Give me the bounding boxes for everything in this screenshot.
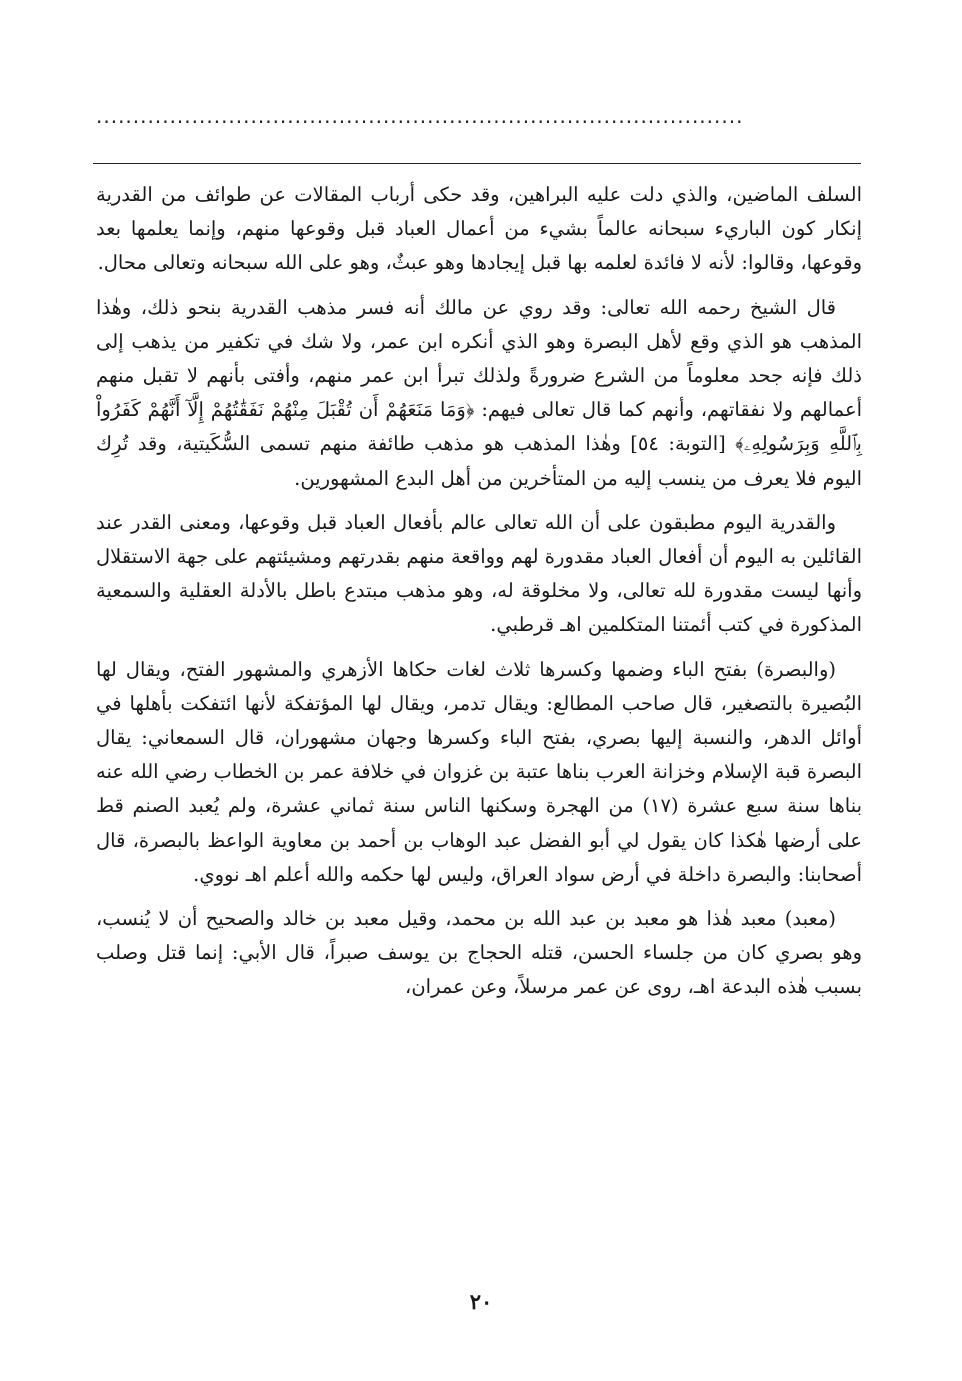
header-rule <box>93 163 861 164</box>
paragraph-1: السلف الماضين، والذي دلت عليه البراهين، وقد حكى أرباب المقالات عن طوائف من القدرية إنكار كون الباريء سبحانه عالماً بشيء من أعمال العباد قبل وقوعها منهم، وإنما يعلمها بعد وقوعها، وقالوا: لأنه لا فائدة لعلمه بها قبل إيجادها وهو عبثٌ، وهو على الله سبحانه وتعالى محال. <box>96 183 862 275</box>
page-number: ٢٠ <box>469 1289 493 1314</box>
paragraph-5: (معبد) معبد هٰذا هو معبد بن عبد الله بن محمد، وقيل معبد بن خالد والصحيح أن لا يُنسب، وهو بصري كان من جلساء الحسن، قتله الحجاج بن يوسف صبراً، قال الأبي: إنما قتل وصلب بسبب هٰذه البدعة اهـ، روى عن عمر مرسلاً، وعن عمران، <box>96 907 862 999</box>
paragraph-4: (والبصرة) بفتح الباء وضمها وكسرها ثلاث لغات حكاها الأزهري والمشهور الفتح، ويقال لها البُصيرة بالتصغير، قال صاحب المطالع: ويقال تدمر، ويقال لها المؤتفكة لأنها ائتفكت بأهلها في أوائل الدهر، والنسبة إليها بصري، بفتح الباء وكسرها وجهان مشهوران، قال السمعاني: يقال البصرة قبة الإسلام وخزانة العرب بناها عتبة بن غزوان في خلافة عمر بن الخطاب رضي الله عنه بناها سنة سبع عشرة (١٧) من الهجرة وسكنها الناس سنة ثماني عشرة، ولم يُعبد الصنم قط على أرضها هٰكذا كان يقول لي أبو الفضل عبد الوهاب بن أحمد بن معاوية الواعظ بالبصرة، قال أصحابنا: والبصرة داخلة في أرض سواد العراق، وليس لها حكمه والله أعلم اهـ نووي. <box>96 657 863 886</box>
paragraph-2: قال الشيخ رحمه الله تعالى: وقد روي عن مالك أنه فسر مذهب القدرية بنحو ذلك، وهٰذا المذهب هو الذي وقع لأهل البصرة وهو الذي أنكره ابن عمر، ولا شك في تكفير من يذهب إلى ذلك فإنه جحد معلوماً من الشرع ضرورةً ولذلك تبرأ ابن عمر منهم، وأفتى بأنهم لا تقبل منهم أعمالهم ولا نفقاتهم، وأنهم كما قال تعالى فيهم: ﴿وَمَا مَنَعَهُمْ أَن تُقْبَلَ مِنْهُمْ نَفَقَٰتُهُمْ إِلَّآ أَنَّهُمْ كَفَرُواْ بِٱللَّهِ وَبِرَسُولِهِۦ﴾ [التوبة: ٥٤] وهٰذا المذهب هو مذهب طائفة منهم تسمى السُّكَيتية، وقد تُرِك اليوم فلا يعرف من ينسب إليه من المتأخرين من أهل البدع المشهورين. <box>96 295 862 490</box>
paragraph-3: والقدرية اليوم مطبقون على أن الله تعالى عالم بأفعال العباد قبل وقوعها، ومعنى القدر عند القائلين به اليوم أن أفعال العباد مقدورة لهم وواقعة منهم بقدرتهم ومشيئتهم على جهة الاستقلال وأنها ليست مقدورة لله تعالى، ولا مخلوقة له، وهو مذهب مبتدع باطل بالأدلة العقلية والسمعية المذكورة في كتب أئمتنا المتكلمين اهـ قرطبي. <box>96 510 862 637</box>
body-text <box>96 178 862 1015</box>
header-dotted-line: ........................................................................................ <box>96 104 744 126</box>
